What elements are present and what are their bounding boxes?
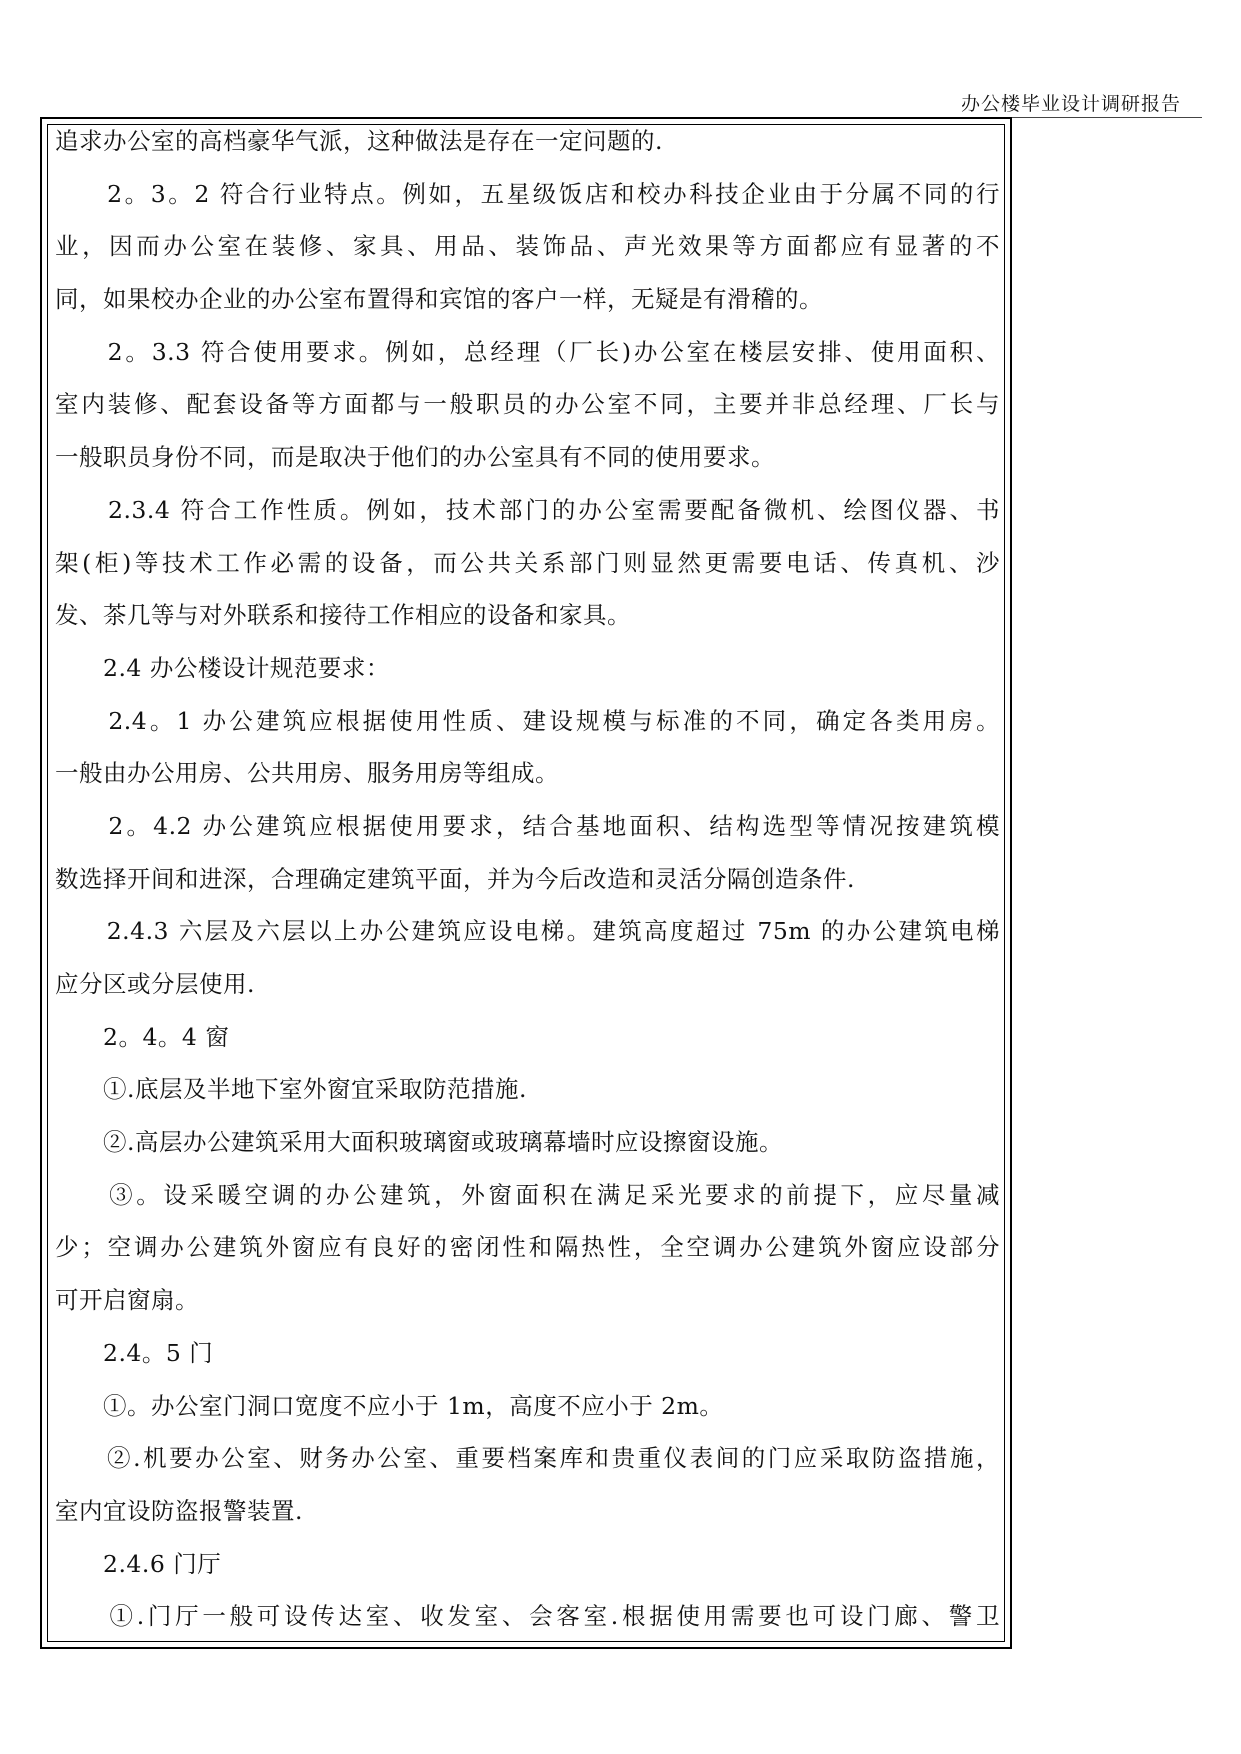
body-line: ②.高层办公建筑采用大面积玻璃窗或玻璃幕墙时应设擦窗设施。: [55, 1128, 783, 1157]
body-line: 可开启窗扇。: [55, 1286, 199, 1315]
body-line: ①.底层及半地下室外窗宜采取防范措施.: [55, 1075, 527, 1104]
body-line: 2.4。1 办公建筑应根据使用性质、建设规模与标准的不同，确定各类用房。: [55, 706, 1000, 735]
body-line: 2。4。4 窗: [55, 1022, 230, 1051]
body-line: 2。4.2 办公建筑应根据使用要求，结合基地面积、结构选型等情况按建筑模: [55, 811, 1000, 840]
document-body: [55, 115, 1000, 1643]
body-line: 一般由办公用房、公共用房、服务用房等组成。: [55, 759, 559, 788]
body-line: 应分区或分层使用.: [55, 970, 255, 998]
page-header-title: 办公楼毕业设计调研报告: [960, 93, 1181, 115]
body-line: 2。3。2 符合行业特点。例如，五星级饭店和校办科技企业由于分属不同的行: [55, 179, 1000, 208]
body-line: 2.4。5 门: [55, 1338, 214, 1367]
body-line: 追求办公室的高档豪华气派，这种做法是存在一定问题的.: [55, 127, 663, 155]
body-line: ①.门厅一般可设传达室、收发室、会客室.根据使用需要也可设门廊、警卫: [55, 1602, 1000, 1631]
body-line: 2.4.6 门厅: [55, 1549, 222, 1578]
body-line: 2.3.4 符合工作性质。例如，技术部门的办公室需要配备微机、绘图仪器、书: [55, 495, 1000, 524]
body-line: 同，如果校办企业的办公室布置得和宾馆的客户一样，无疑是有滑稽的。: [55, 285, 823, 314]
body-line: 一般职员身份不同，而是取决于他们的办公室具有不同的使用要求。: [55, 443, 775, 472]
body-line: 室内装修、配套设备等方面都与一般职员的办公室不同，主要并非总经理、厂长与: [55, 390, 1000, 419]
body-line: ②.机要办公室、财务办公室、重要档案库和贵重仪表间的门应采取防盗措施，: [55, 1444, 1000, 1473]
body-line: 2.4 办公楼设计规范要求：: [55, 653, 390, 682]
body-line: ③。设采暖空调的办公建筑，外窗面积在满足采光要求的前提下，应尽量减: [55, 1180, 1000, 1209]
body-line: 2。3.3 符合使用要求。例如，总经理（厂长)办公室在楼层安排、使用面积、: [55, 337, 1000, 366]
body-line: 少；空调办公建筑外窗应有良好的密闭性和隔热性，全空调办公建筑外窗应设部分: [55, 1233, 1000, 1262]
body-line: 数选择开间和进深，合理确定建筑平面，并为今后改造和灵活分隔创造条件.: [55, 864, 855, 893]
body-line: 发、茶几等与对外联系和接待工作相应的设备和家具。: [55, 601, 631, 630]
body-line: 业，因而办公室在装修、家具、用品、装饰品、声光效果等方面都应有显著的不: [55, 232, 1000, 261]
body-line: 室内宜设防盗报警装置.: [55, 1496, 303, 1525]
body-line: ①。办公室门洞口宽度不应小于 1m，高度不应小于 2m。: [55, 1391, 724, 1420]
body-line: 2.4.3 六层及六层以上办公建筑应设电梯。建筑高度超过 75m 的办公建筑电梯: [55, 917, 1000, 946]
body-line: 架(柜)等技术工作必需的设备，而公共关系部门则显然更需要电话、传真机、沙: [55, 548, 1000, 577]
